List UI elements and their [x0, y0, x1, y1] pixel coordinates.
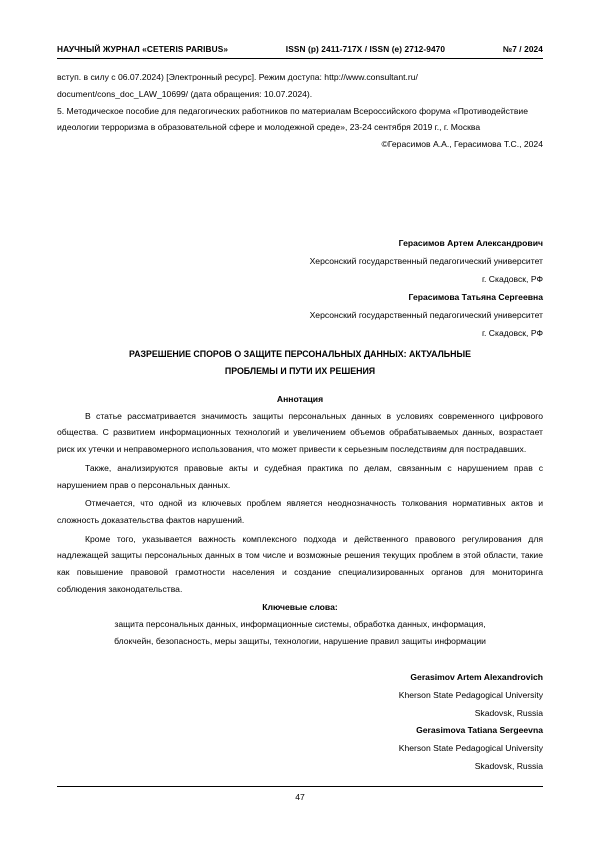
author-affiliation-en: Kherson State Pedagogical University: [398, 743, 543, 754]
page-number: 47: [295, 792, 305, 802]
keywords-line-1: защита персональных данных, информационные системы, обработка данных, информация,: [114, 619, 486, 630]
title-line-1: РАЗРЕШЕНИЕ СПОРОВ О ЗАЩИТЕ ПЕРСОНАЛЬНЫХ ДАННЫХ: АКТУАЛЬНЫЕ: [129, 349, 471, 359]
article-title: [80, 346, 520, 380]
author-name: Герасимов Артем Александрович: [398, 238, 543, 248]
abstract-paragraph: Кроме того, указывается важность комплексного подхода и действенного правового регулирования для надлежащей защиты персональных данных в том числе и возможные решения текущих проблем в этой области, такие как повышение правовой грамотности населения и создание специализированных органов для мониторинга соблюдения законодательства.: [57, 533, 543, 594]
author-affiliation: Херсонский государственный педагогический университет: [309, 256, 543, 266]
abstract-paragraph: В статье рассматривается значимость защиты персональных данных в условиях современного цифрового общества. С развитием информационных технологий и увеличением объемов обрабатываемых данных, возрастает риск их утечки и неправомерного использования, что может привести к серьезным последствиям для пострадавших.: [57, 410, 543, 455]
author-affiliation: Херсонский государственный педагогический университет: [309, 310, 543, 320]
running-header: [57, 44, 543, 54]
copyright: ©Герасимов А.А., Герасимова Т.С., 2024: [381, 139, 543, 150]
abstract-heading: Аннотация: [276, 394, 324, 404]
authors-block-ru: [203, 234, 543, 342]
footer-rule: [57, 786, 543, 787]
abstract-paragraph: Также, анализируются правовые акты и судебная практика по делам, связанным с нарушением прав с нарушением прав о персональных данных.: [57, 462, 543, 490]
abstract-paragraph: Отмечается, что одной из ключевых проблем является неоднозначность толкования нормативных актов и сложность доказательства фактов нарушений.: [57, 498, 543, 525]
author-name: Герасимова Татьяна Сергеевна: [408, 292, 543, 302]
keywords-line-2: блокчейн, безопасность, меры защиты, технологии, нарушение правил защиты информации: [114, 635, 486, 646]
author-city-en: Skadovsk, Russia: [474, 707, 543, 718]
author-name-en: Gerasimov Artem Alexandrovich: [410, 672, 543, 682]
references-continued: [57, 69, 543, 153]
authors-block-en: [203, 669, 543, 776]
abstract-section: [57, 391, 543, 650]
author-name-en: Gerasimova Tatiana Sergeevna: [416, 725, 543, 736]
issue-number: №7 / 2024: [502, 44, 543, 54]
author-city-en: Skadovsk, Russia: [474, 760, 543, 771]
header-rule: [57, 58, 543, 59]
reference-4-line-1: вступ. в силу с 06.07.2024) [Электронный ресурс]. Режим доступа: http://www.consultant.ru/: [57, 72, 418, 82]
author-city: г. Скадовск, РФ: [481, 328, 543, 338]
issn: ISSN (p) 2411-717X / ISSN (e) 2712-9470: [285, 44, 446, 54]
reference-5: 5. Методическое пособие для педагогических работников по материалам Всероссийского форума «Противодействие идеологии терроризма в образовательной сфере и молодежной среде», 23-24 сентября 2019 г., г. Москва: [57, 105, 529, 133]
keywords-heading: Ключевые слова:: [262, 602, 338, 613]
reference-4-line-2: document/cons_doc_LAW_10699/ (дата обращения: 10.07.2024).: [57, 88, 313, 99]
title-line-2: ПРОБЛЕМЫ И ПУТИ ИХ РЕШЕНИЯ: [224, 366, 376, 376]
author-affiliation-en: Kherson State Pedagogical University: [398, 689, 543, 700]
author-city: г. Скадовск, РФ: [481, 274, 543, 284]
journal-name: НАУЧНЫЙ ЖУРНАЛ «CETERIS PARIBUS»: [57, 44, 229, 54]
